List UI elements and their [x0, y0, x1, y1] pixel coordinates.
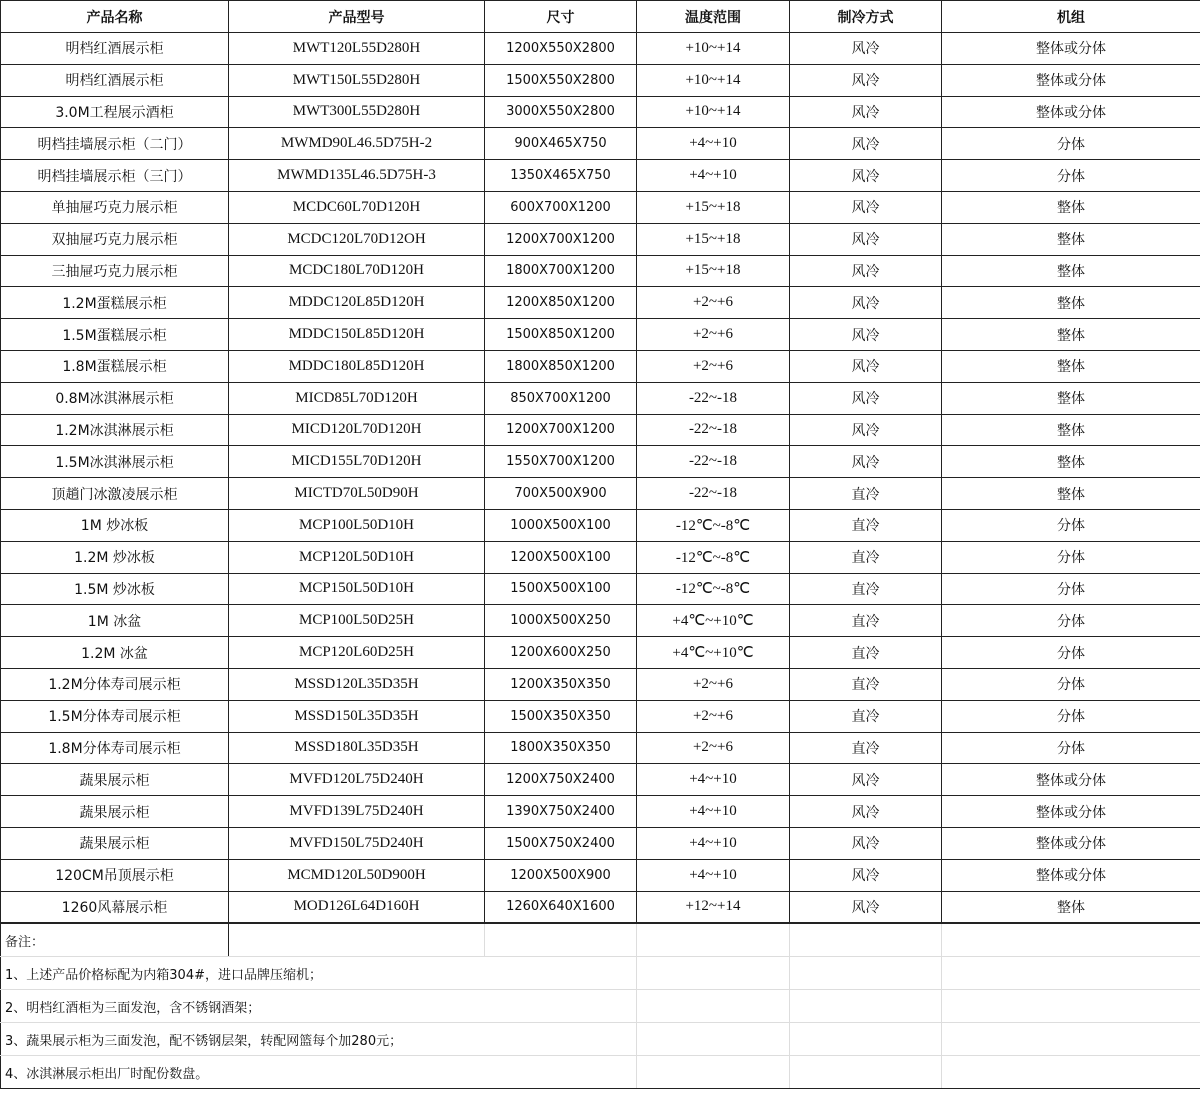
product-name-cell: 0.8M冰淇淋展示柜 [1, 382, 229, 414]
product-name-cell: 明档挂墙展示柜（二门） [1, 128, 229, 160]
notes-title: 备注： [1, 923, 229, 957]
size-cell: 1500X550X2800 [485, 64, 637, 96]
temperature-range-cell: -12℃~-8℃ [637, 541, 790, 573]
unit-type-cell: 分体 [942, 128, 1200, 160]
temperature-range-cell: +2~+6 [637, 700, 790, 732]
temperature-range-cell: -12℃~-8℃ [637, 509, 790, 541]
table-row [1, 446, 1200, 478]
cooling-method-cell: 风冷 [790, 64, 942, 96]
product-name-cell: 蔬果展示柜 [1, 827, 229, 859]
product-model-cell: MOD126L64D160H [229, 891, 485, 923]
unit-type-cell: 整体 [942, 891, 1200, 923]
temperature-range-cell: +10~+14 [637, 33, 790, 65]
product-model-cell: MSSD180L35D35H [229, 732, 485, 764]
temperature-range-cell: +15~+18 [637, 255, 790, 287]
product-model-cell: MCDC60L70D120H [229, 191, 485, 223]
temperature-range-cell: +4~+10 [637, 128, 790, 160]
size-cell: 1200X750X2400 [485, 764, 637, 796]
product-name-cell: 1.8M蛋糕展示柜 [1, 350, 229, 382]
header-product-name: 产品名称 [1, 1, 229, 33]
size-cell: 1200X500X100 [485, 541, 637, 573]
product-name-cell: 明档挂墙展示柜（三门） [1, 160, 229, 192]
table-row [1, 573, 1200, 605]
product-name-cell: 明档红酒展示柜 [1, 33, 229, 65]
cooling-method-cell: 直冷 [790, 478, 942, 510]
table-row [1, 764, 1200, 796]
table-body [1, 33, 1200, 924]
cooling-method-cell: 风冷 [790, 33, 942, 65]
unit-type-cell: 整体 [942, 319, 1200, 351]
product-name-cell: 1.2M 炒冰板 [1, 541, 229, 573]
product-model-cell: MICD155L70D120H [229, 446, 485, 478]
size-cell: 1500X850X1200 [485, 319, 637, 351]
size-cell: 1000X500X100 [485, 509, 637, 541]
header-temperature-range: 温度范围 [637, 1, 790, 33]
table-row [1, 541, 1200, 573]
temperature-range-cell: +2~+6 [637, 319, 790, 351]
cooling-method-cell: 风冷 [790, 128, 942, 160]
temperature-range-cell: -22~-18 [637, 446, 790, 478]
size-cell: 1200X850X1200 [485, 287, 637, 319]
product-model-cell: MWMD135L46.5D75H-3 [229, 160, 485, 192]
table-row [1, 859, 1200, 891]
product-name-cell: 120CM吊顶展示柜 [1, 859, 229, 891]
notes-title-row [1, 923, 1200, 957]
cooling-method-cell: 风冷 [790, 255, 942, 287]
cooling-method-cell: 直冷 [790, 668, 942, 700]
temperature-range-cell: +4~+10 [637, 796, 790, 828]
product-model-cell: MCDC120L70D12OH [229, 223, 485, 255]
product-model-cell: MCP120L60D25H [229, 637, 485, 669]
unit-type-cell: 整体 [942, 255, 1200, 287]
unit-type-cell: 整体或分体 [942, 859, 1200, 891]
product-model-cell: MWT120L55D280H [229, 33, 485, 65]
product-name-cell: 三抽屉巧克力展示柜 [1, 255, 229, 287]
product-model-cell: MSSD120L35D35H [229, 668, 485, 700]
product-name-cell: 1.2M冰淇淋展示柜 [1, 414, 229, 446]
product-name-cell: 3.0M工程展示酒柜 [1, 96, 229, 128]
unit-type-cell: 整体或分体 [942, 827, 1200, 859]
cooling-method-cell: 风冷 [790, 96, 942, 128]
temperature-range-cell: +4℃~+10℃ [637, 637, 790, 669]
unit-type-cell: 整体或分体 [942, 764, 1200, 796]
product-name-cell: 蔬果展示柜 [1, 796, 229, 828]
product-model-cell: MVFD150L75D240H [229, 827, 485, 859]
cooling-method-cell: 直冷 [790, 637, 942, 669]
note-item-4: 4、冰淇淋展示柜出厂时配份数盘。 [1, 1056, 637, 1089]
temperature-range-cell: +10~+14 [637, 96, 790, 128]
cooling-method-cell: 风冷 [790, 827, 942, 859]
temperature-range-cell: +2~+6 [637, 287, 790, 319]
temperature-range-cell: +4~+10 [637, 160, 790, 192]
unit-type-cell: 整体或分体 [942, 33, 1200, 65]
unit-type-cell: 整体或分体 [942, 96, 1200, 128]
table-row [1, 796, 1200, 828]
product-model-cell: MCP120L50D10H [229, 541, 485, 573]
product-model-cell: MCMD120L50D900H [229, 859, 485, 891]
size-cell: 900X465X750 [485, 128, 637, 160]
table-row [1, 191, 1200, 223]
cooling-method-cell: 风冷 [790, 191, 942, 223]
temperature-range-cell: -12℃~-8℃ [637, 573, 790, 605]
table-row [1, 414, 1200, 446]
cooling-method-cell: 直冷 [790, 509, 942, 541]
product-model-cell: MVFD120L75D240H [229, 764, 485, 796]
cooling-method-cell: 风冷 [790, 382, 942, 414]
cooling-method-cell: 直冷 [790, 605, 942, 637]
cooling-method-cell: 直冷 [790, 541, 942, 573]
header-product-model: 产品型号 [229, 1, 485, 33]
table-row [1, 350, 1200, 382]
size-cell: 1200X600X250 [485, 637, 637, 669]
size-cell: 1000X500X250 [485, 605, 637, 637]
notes-section [1, 923, 1200, 1089]
unit-type-cell: 整体或分体 [942, 796, 1200, 828]
table-row [1, 827, 1200, 859]
table-row [1, 319, 1200, 351]
cooling-method-cell: 风冷 [790, 350, 942, 382]
size-cell: 700X500X900 [485, 478, 637, 510]
unit-type-cell: 分体 [942, 509, 1200, 541]
table-row [1, 96, 1200, 128]
unit-type-cell: 整体 [942, 414, 1200, 446]
size-cell: 1200X700X1200 [485, 223, 637, 255]
size-cell: 1500X750X2400 [485, 827, 637, 859]
cooling-method-cell: 风冷 [790, 319, 942, 351]
product-model-cell: MWT300L55D280H [229, 96, 485, 128]
unit-type-cell: 整体 [942, 287, 1200, 319]
note-row [1, 990, 1200, 1023]
temperature-range-cell: +2~+6 [637, 732, 790, 764]
product-name-cell: 1.2M蛋糕展示柜 [1, 287, 229, 319]
cooling-method-cell: 风冷 [790, 414, 942, 446]
product-name-cell: 1.8M分体寿司展示柜 [1, 732, 229, 764]
table-row [1, 668, 1200, 700]
size-cell: 1390X750X2400 [485, 796, 637, 828]
note-row [1, 1023, 1200, 1056]
cooling-method-cell: 风冷 [790, 287, 942, 319]
size-cell: 600X700X1200 [485, 191, 637, 223]
product-name-cell: 1.2M 冰盆 [1, 637, 229, 669]
table-row [1, 33, 1200, 65]
product-name-cell: 1260风幕展示柜 [1, 891, 229, 923]
product-name-cell: 单抽屉巧克力展示柜 [1, 191, 229, 223]
unit-type-cell: 分体 [942, 160, 1200, 192]
cooling-method-cell: 直冷 [790, 573, 942, 605]
temperature-range-cell: +15~+18 [637, 223, 790, 255]
cooling-method-cell: 直冷 [790, 732, 942, 764]
size-cell: 1200X350X350 [485, 668, 637, 700]
product-name-cell: 1.5M 炒冰板 [1, 573, 229, 605]
unit-type-cell: 整体 [942, 382, 1200, 414]
product-name-cell: 顶趟门冰激凌展示柜 [1, 478, 229, 510]
size-cell: 1350X465X750 [485, 160, 637, 192]
table-row [1, 64, 1200, 96]
product-name-cell: 双抽屉巧克力展示柜 [1, 223, 229, 255]
size-cell: 1550X700X1200 [485, 446, 637, 478]
unit-type-cell: 分体 [942, 668, 1200, 700]
table-row [1, 891, 1200, 923]
cooling-method-cell: 风冷 [790, 223, 942, 255]
table-row [1, 637, 1200, 669]
size-cell: 1200X550X2800 [485, 33, 637, 65]
product-name-cell: 1.5M蛋糕展示柜 [1, 319, 229, 351]
product-model-cell: MDDC120L85D120H [229, 287, 485, 319]
table-row [1, 287, 1200, 319]
unit-type-cell: 整体 [942, 223, 1200, 255]
unit-type-cell: 分体 [942, 732, 1200, 764]
size-cell: 3000X550X2800 [485, 96, 637, 128]
unit-type-cell: 分体 [942, 700, 1200, 732]
cooling-method-cell: 风冷 [790, 796, 942, 828]
table-header [1, 1, 1200, 33]
unit-type-cell: 整体 [942, 191, 1200, 223]
cooling-method-cell: 风冷 [790, 764, 942, 796]
unit-type-cell: 整体 [942, 350, 1200, 382]
note-item-3: 3、蔬果展示柜为三面发泡，配不锈钢层架，转配网篮每个加280元； [1, 1023, 637, 1056]
header-unit-type: 机组 [942, 1, 1200, 33]
header-cooling-method: 制冷方式 [790, 1, 942, 33]
size-cell: 1260X640X1600 [485, 891, 637, 923]
product-model-cell: MSSD150L35D35H [229, 700, 485, 732]
temperature-range-cell: +10~+14 [637, 64, 790, 96]
unit-type-cell: 整体 [942, 446, 1200, 478]
size-cell: 1500X350X350 [485, 700, 637, 732]
product-model-cell: MWT150L55D280H [229, 64, 485, 96]
table-row [1, 605, 1200, 637]
temperature-range-cell: +4~+10 [637, 827, 790, 859]
product-model-cell: MWMD90L46.5D75H-2 [229, 128, 485, 160]
size-cell: 1800X850X1200 [485, 350, 637, 382]
temperature-range-cell: +4℃~+10℃ [637, 605, 790, 637]
product-model-cell: MCP100L50D25H [229, 605, 485, 637]
product-model-cell: MCP150L50D10H [229, 573, 485, 605]
table-row [1, 509, 1200, 541]
product-model-cell: MDDC150L85D120H [229, 319, 485, 351]
product-model-cell: MICTD70L50D90H [229, 478, 485, 510]
size-cell: 850X700X1200 [485, 382, 637, 414]
table-row [1, 223, 1200, 255]
product-model-cell: MCDC180L70D120H [229, 255, 485, 287]
unit-type-cell: 整体或分体 [942, 64, 1200, 96]
header-size: 尺寸 [485, 1, 637, 33]
unit-type-cell: 分体 [942, 573, 1200, 605]
product-model-cell: MICD85L70D120H [229, 382, 485, 414]
table-row [1, 732, 1200, 764]
temperature-range-cell: +4~+10 [637, 859, 790, 891]
product-name-cell: 明档红酒展示柜 [1, 64, 229, 96]
note-item-1: 1、上述产品价格标配为内箱304#，进口品牌压缩机； [1, 957, 637, 990]
size-cell: 1200X500X900 [485, 859, 637, 891]
unit-type-cell: 分体 [942, 541, 1200, 573]
product-model-cell: MDDC180L85D120H [229, 350, 485, 382]
table-row [1, 128, 1200, 160]
temperature-range-cell: +2~+6 [637, 350, 790, 382]
temperature-range-cell: +2~+6 [637, 668, 790, 700]
product-name-cell: 1M 冰盆 [1, 605, 229, 637]
temperature-range-cell: +12~+14 [637, 891, 790, 923]
size-cell: 1800X350X350 [485, 732, 637, 764]
product-name-cell: 蔬果展示柜 [1, 764, 229, 796]
temperature-range-cell: +15~+18 [637, 191, 790, 223]
temperature-range-cell: -22~-18 [637, 478, 790, 510]
note-item-2: 2、明档红酒柜为三面发泡，含不锈钢酒架； [1, 990, 637, 1023]
unit-type-cell: 分体 [942, 605, 1200, 637]
product-name-cell: 1.5M分体寿司展示柜 [1, 700, 229, 732]
temperature-range-cell: +4~+10 [637, 764, 790, 796]
product-model-cell: MCP100L50D10H [229, 509, 485, 541]
table-row [1, 478, 1200, 510]
unit-type-cell: 整体 [942, 478, 1200, 510]
note-row [1, 1056, 1200, 1089]
size-cell: 1800X700X1200 [485, 255, 637, 287]
cooling-method-cell: 风冷 [790, 160, 942, 192]
cooling-method-cell: 直冷 [790, 700, 942, 732]
size-cell: 1200X700X1200 [485, 414, 637, 446]
product-model-cell: MICD120L70D120H [229, 414, 485, 446]
temperature-range-cell: -22~-18 [637, 414, 790, 446]
temperature-range-cell: -22~-18 [637, 382, 790, 414]
cooling-method-cell: 风冷 [790, 891, 942, 923]
product-model-cell: MVFD139L75D240H [229, 796, 485, 828]
table-row [1, 382, 1200, 414]
header-row [1, 1, 1200, 33]
product-name-cell: 1.2M分体寿司展示柜 [1, 668, 229, 700]
table-row [1, 700, 1200, 732]
cooling-method-cell: 风冷 [790, 859, 942, 891]
unit-type-cell: 分体 [942, 637, 1200, 669]
cooling-method-cell: 风冷 [790, 446, 942, 478]
size-cell: 1500X500X100 [485, 573, 637, 605]
table-row [1, 160, 1200, 192]
product-name-cell: 1M 炒冰板 [1, 509, 229, 541]
product-name-cell: 1.5M冰淇淋展示柜 [1, 446, 229, 478]
table-row [1, 255, 1200, 287]
note-row [1, 957, 1200, 990]
